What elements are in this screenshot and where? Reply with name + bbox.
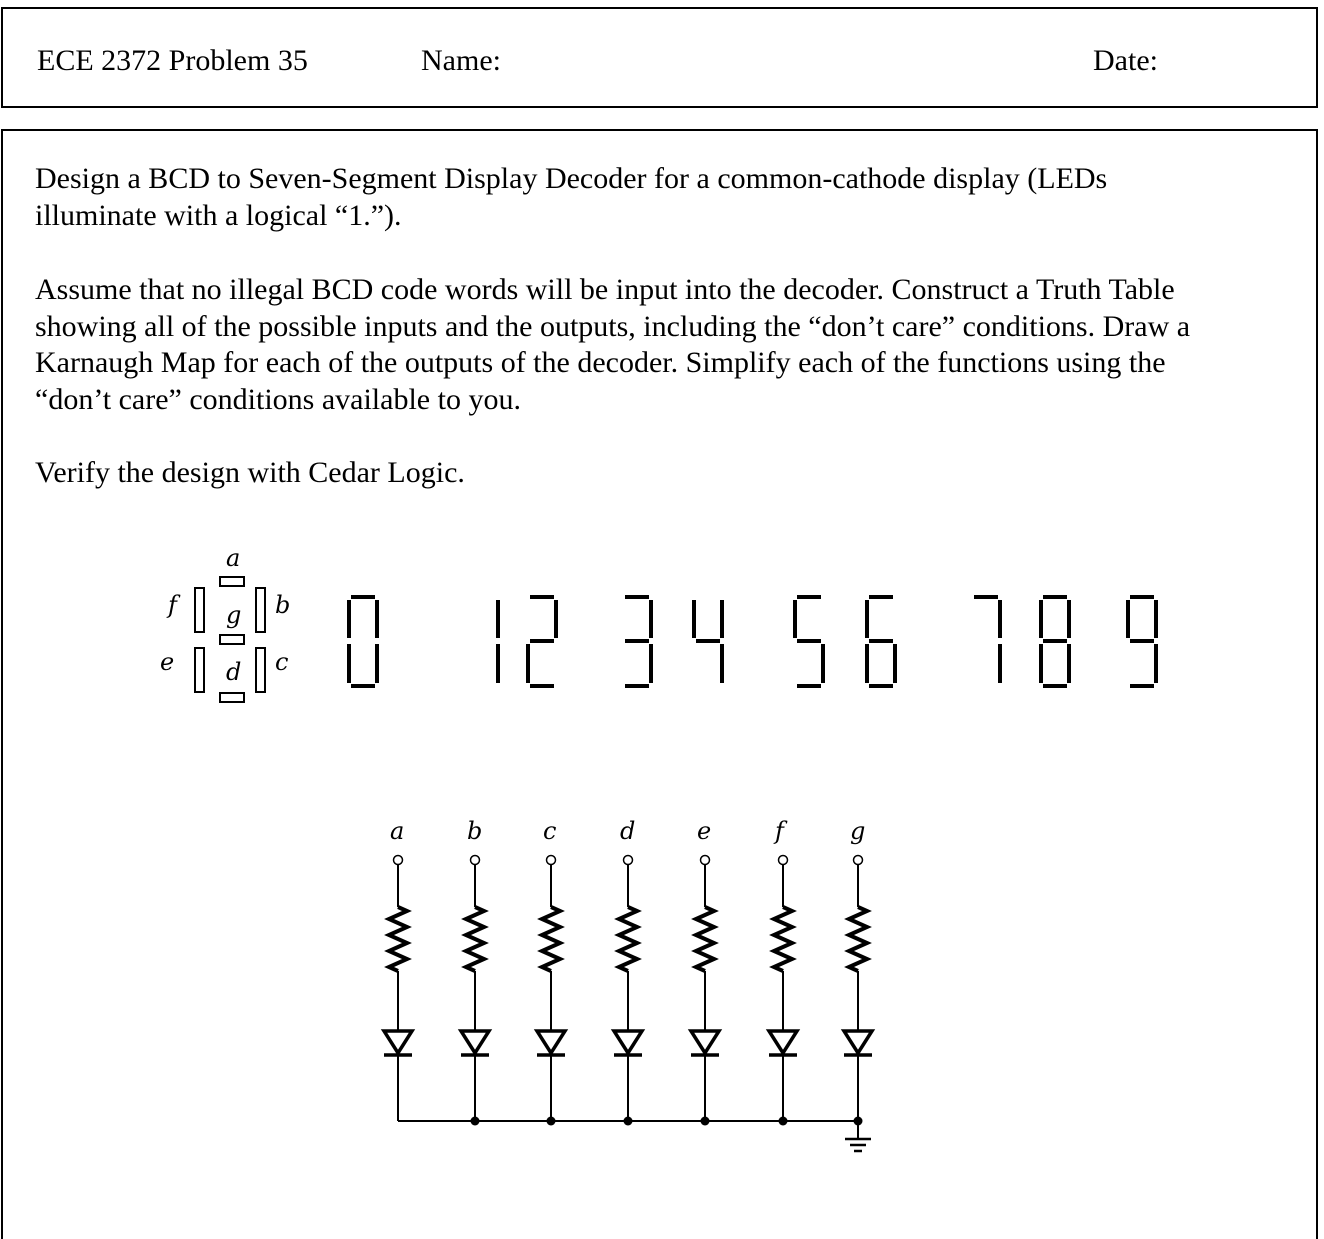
output-label-c: c — [543, 817, 557, 845]
led-circuit-group — [384, 817, 872, 1126]
junction-dot-f — [779, 1117, 788, 1126]
resistor-a — [389, 907, 407, 971]
ground-symbol — [845, 1122, 871, 1151]
led-diode-f — [769, 1031, 797, 1055]
resistor-d — [619, 907, 637, 971]
legend-label-a: a — [226, 544, 241, 572]
resistor-f — [774, 907, 792, 971]
led-diode-d — [614, 1031, 642, 1055]
output-terminal-d — [624, 856, 633, 865]
name-label: Name: — [421, 44, 501, 77]
output-branch-f — [769, 817, 797, 1126]
paragraph-line: “don’t care” conditions available to you. — [35, 382, 521, 416]
output-label-g: g — [850, 817, 866, 845]
led-diode-g — [844, 1031, 872, 1055]
led-diode-a — [384, 1031, 412, 1055]
resistor-e — [696, 907, 714, 971]
led-diode-c — [537, 1031, 565, 1055]
legend-label-g: g — [226, 601, 242, 629]
legend-label-c: c — [275, 648, 289, 676]
output-branch-e — [691, 817, 719, 1126]
paragraph-line: Verify the design with Cedar Logic. — [35, 456, 465, 489]
output-label-b: b — [467, 817, 483, 845]
resistor-g — [849, 907, 867, 971]
legend-label-e: e — [160, 648, 175, 676]
resistor-c — [542, 907, 560, 971]
junction-dot-d — [624, 1117, 633, 1126]
output-terminal-g — [854, 856, 863, 865]
output-label-e: e — [697, 817, 712, 845]
resistor-b — [466, 907, 484, 971]
legend-label-f: f — [168, 591, 177, 619]
paragraph-line: Assume that no illegal BCD code words will be input into the decoder. Construct a Truth Table — [35, 273, 1175, 306]
output-branch-g — [844, 817, 872, 1126]
junction-dot-c — [547, 1117, 556, 1126]
output-terminal-a — [394, 856, 403, 865]
output-branch-b — [461, 817, 489, 1126]
output-branch-c — [537, 817, 565, 1126]
output-terminal-b — [471, 856, 480, 865]
junction-dot-b — [471, 1117, 480, 1126]
output-branch-d — [614, 817, 642, 1126]
course-problem-title: ECE 2372 Problem 35 — [37, 44, 308, 77]
output-terminal-c — [547, 856, 556, 865]
paragraph-line: showing all of the possible inputs and the outputs, including the “don’t care” conditions. Draw a — [35, 309, 1191, 343]
output-branch-a — [384, 817, 412, 1121]
paragraph-line: illuminate with a logical “1.”). — [35, 198, 402, 232]
legend-label-d: d — [226, 658, 242, 686]
paragraph-line: Karnaugh Map for each of the outputs of the decoder. Simplify each of the functions using the — [35, 346, 1166, 379]
output-terminal-e — [701, 856, 710, 865]
junction-dot-e — [701, 1117, 710, 1126]
output-label-d: d — [620, 817, 636, 845]
output-label-a: a — [390, 817, 405, 845]
output-terminal-f — [779, 856, 788, 865]
legend-label-b: b — [275, 591, 291, 619]
led-diode-e — [691, 1031, 719, 1055]
output-label-f: f — [775, 817, 784, 845]
led-diode-b — [461, 1031, 489, 1055]
paragraph-line: Design a BCD to Seven-Segment Display Decoder for a common-cathode display (LEDs — [35, 162, 1108, 195]
date-label: Date: — [1093, 44, 1158, 77]
